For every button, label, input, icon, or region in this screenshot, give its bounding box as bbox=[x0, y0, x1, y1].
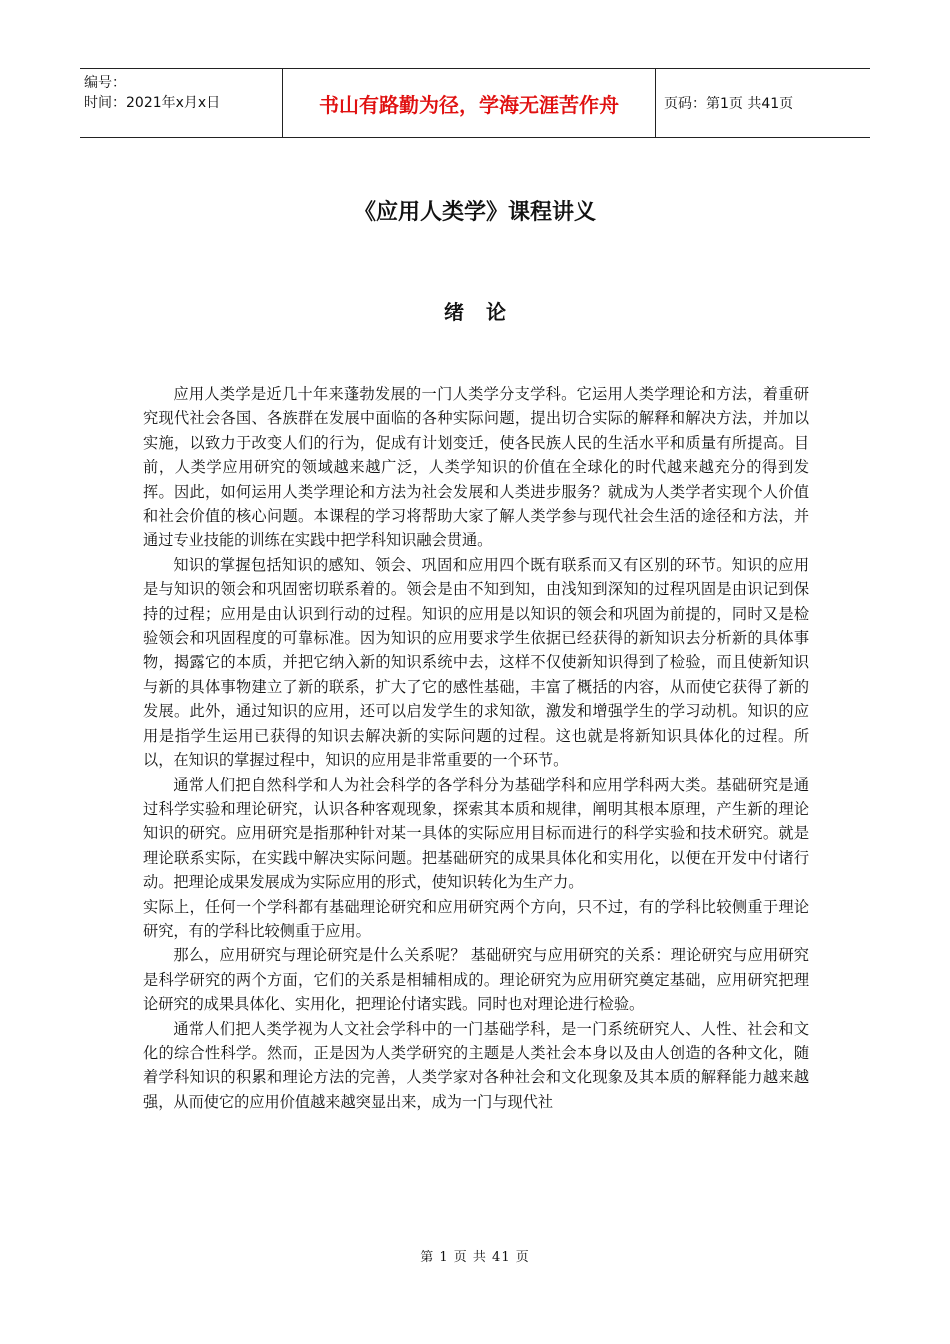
header-page-info: 页码：第1页 共41页 bbox=[664, 96, 794, 112]
paragraph: 知识的掌握包括知识的感知、领会、巩固和应用四个既有联系而又有区别的环节。知识的应用是与知识的领会和巩固密切联系着的。领会是由不知到知，由浅知到深知的过程巩固是由识记到保持的过程；应用是由认识到行动的过程。知识的应用是以知识的领会和巩固为前提的，同时又是检验领会和巩固程度的可靠标准。因为知识的应用要求学生依据已经获得的新知识去分析新的具体事物，揭露它的本质，并把它纳入新的知识系统中去，这样不仅使新知识得到了检验，而且使新知识与新的具体事物建立了新的联系，扩大了它的感性基础，丰富了概括的内容，从而使它获得了新的发展。此外，通过知识的应用，还可以启发学生的求知欲，激发和增强学生的学习动机。知识的应用是指学生运用已获得的知识去解决新的实际问题的过程。这也就是将新知识具体化的过程。所以，在知识的掌握过程中，知识的应用是非常重要的一个环节。 bbox=[143, 555, 809, 770]
paragraph: 实际上，任何一个学科都有基础理论研究和应用研究两个方向，只不过，有的学科比较侧重于理论研究，有的学科比较侧重于应用。 bbox=[143, 897, 809, 940]
page-header bbox=[80, 68, 870, 138]
section-title: 绪论 bbox=[444, 300, 528, 324]
paragraph: 应用人类学是近几十年来蓬勃发展的一门人类学分支学科。它运用人类学理论和方法，着重研究现代社会各国、各族群在发展中面临的各种实际问题，提出切合实际的解释和解决方法，并加以实施，以致力于改变人们的行为，促成有计划变迁，使各民族人民的生活水平和质量有所提高。目前，人类学应用研究的领域越来越广泛，人类学知识的价值在全球化的时代越来越充分的得到发挥。因此，如何运用人类学理论和方法为社会发展和人类进步服务？就成为人类学者实现个人价值和社会价值的核心问题。本课程的学习将帮助大家了解人类学参与现代社会生活的途径和方法，并通过专业技能的训练在实践中把学科知识融会贯通。 bbox=[143, 385, 809, 550]
date-label: 时间：2021年x月x日 bbox=[84, 95, 221, 111]
document-title: 《应用人类学》课程讲义 bbox=[353, 200, 596, 225]
page-footer: 第 1 页 共 41 页 bbox=[420, 1250, 530, 1265]
body-text bbox=[143, 382, 809, 1114]
paragraph: 通常人们把自然科学和人为社会科学的各学科分为基础学科和应用学科两大类。基础研究是通过科学实验和理论研究，认识各种客观现象，探索其本质和规律，阐明其根本原理，产生新的理论知识的研究。应用研究是指那种针对某一具体的实际应用目标而进行的科学实验和技术研究。就是理论联系实际，在实践中解决实际问题。把基础研究的成果具体化和实用化，以便在开发中付诸行动。把理论成果发展成为实际应用的形式，使知识转化为生产力。 bbox=[143, 775, 809, 892]
paragraph: 那么，应用研究与理论研究是什么关系呢？ 基础研究与应用研究的关系：理论研究与应用研究是科学研究的两个方面，它们的关系是相辅相成的。理论研究为应用研究奠定基础，应用研究把理论研究的成果具体化、实用化，把理论付诸实践。同时也对理论进行检验。 bbox=[143, 946, 809, 1014]
header-motto: 书山有路勤为径，学海无涯苦作舟 bbox=[283, 69, 656, 137]
header-meta bbox=[80, 69, 283, 137]
paragraph: 通常人们把人类学视为人文社会学科中的一门基础学科，是一门系统研究人、人性、社会和文化的综合性科学。然而，正是因为人类学研究的主题是人类社会本身以及由人创造的各种文化，随着学科知识的积累和理论方法的完善，人类学家对各种社会和文化现象及其本质的解释能力越来越强，从而使它的应用价值越来越突显出来，成为一门与现代社 bbox=[143, 1019, 809, 1111]
number-label: 编号： bbox=[84, 75, 126, 91]
